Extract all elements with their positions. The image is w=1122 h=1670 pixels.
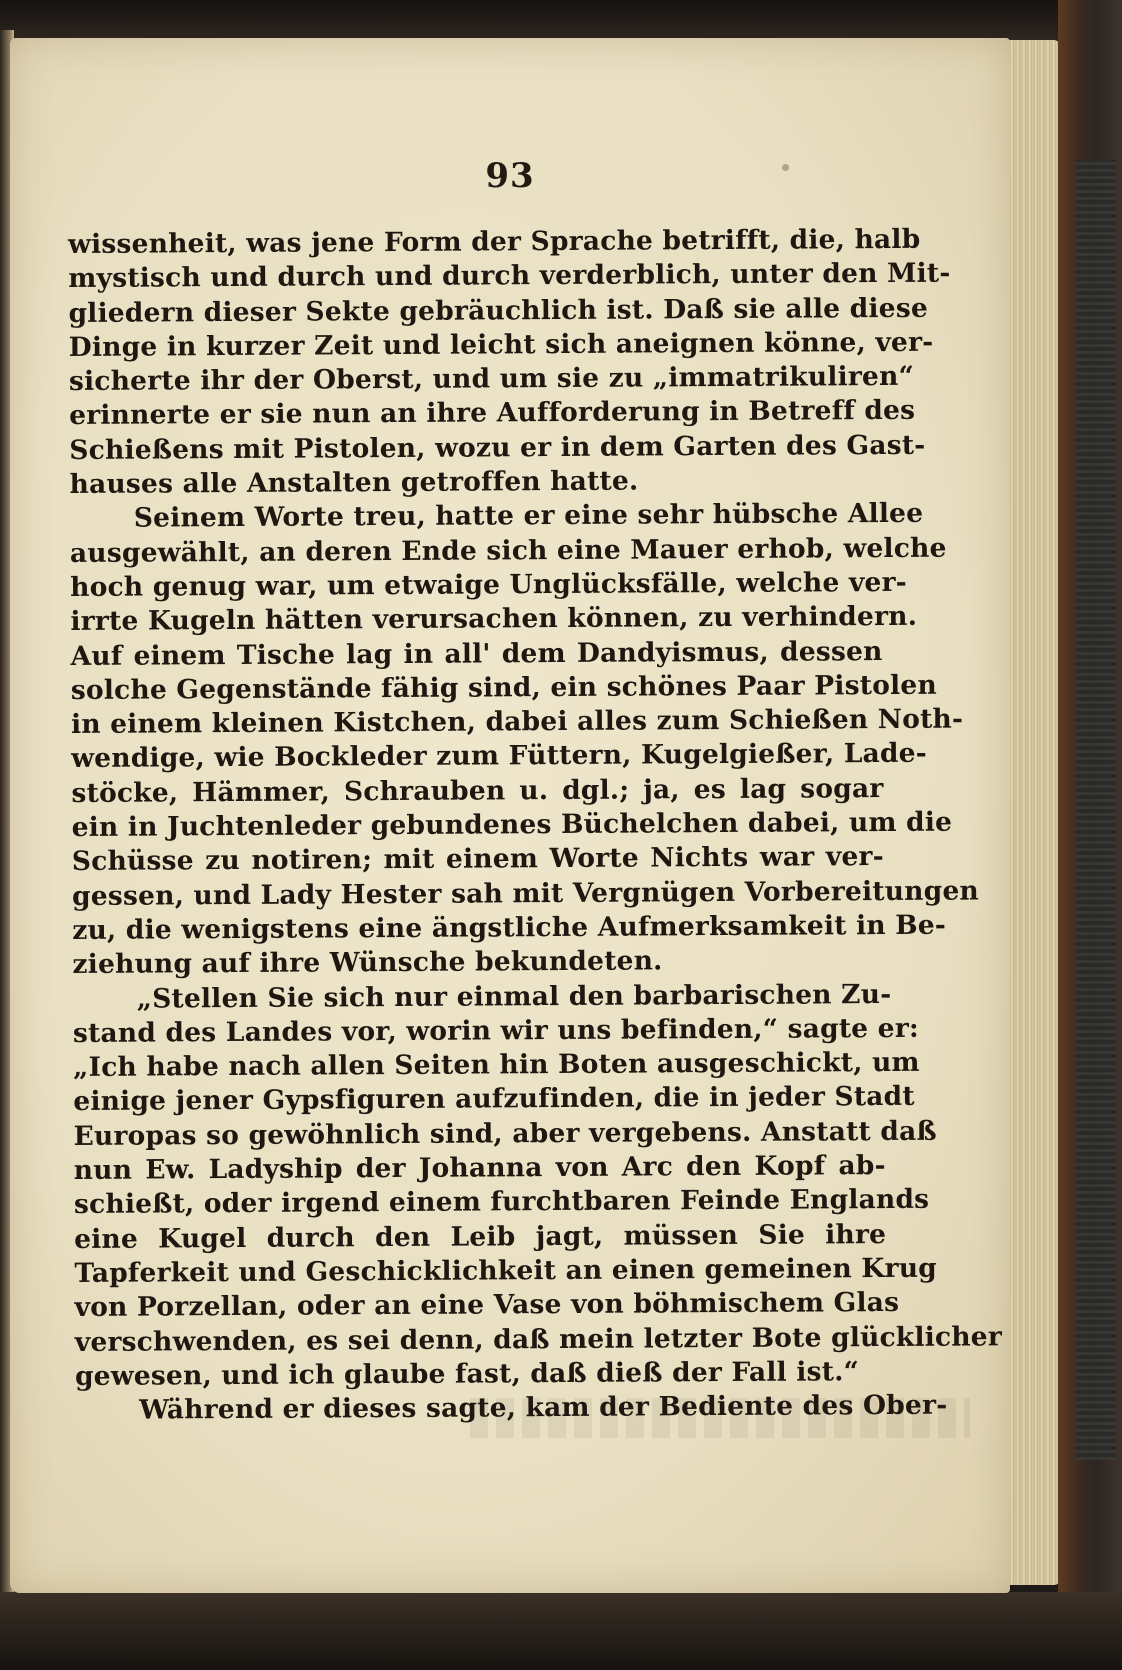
text-line: „Ich habe nach allen Seiten hin Boten ausgeschickt, um [73, 1046, 920, 1084]
text-line: in einem kleinen Kistchen, dabei alles zum Schießen Noth- [70, 703, 964, 741]
book-cover-right [1058, 0, 1122, 1670]
text-line: Tapferkeit und Geschicklichkeit an einen gemeinen Krug [74, 1252, 938, 1289]
text-line: stand des Landes vor, worin wir uns befinden,“ sagte er: [72, 1012, 920, 1049]
text-line: eine Kugel durch den Leib jagt, müssen Sie ihre [74, 1218, 887, 1255]
text-line: schießt, oder irgend einem furchtbaren Feinde Englands [73, 1184, 930, 1221]
text-line: Auf einem Tische lag in all' dem Dandyismus, dessen [70, 635, 883, 672]
book-page [10, 38, 1010, 1593]
text-line: ausgewählt, an deren Ende sich eine Mauer erhob, welche [69, 532, 947, 569]
text-line: von Porzellan, oder an eine Vase von böhmischem Glas [74, 1287, 900, 1324]
text-line: sicherte ihr der Oberst, und um sie zu „immatrikuliren“ [68, 361, 915, 398]
text-line: zu, die wenigstens eine ängstliche Aufmerksamkeit in Be- [72, 909, 947, 946]
text-line: hauses alle Anstalten getroffen hatte. [69, 465, 639, 501]
text-line: „Stellen Sie sich nur einmal den barbarischen Zu- [136, 978, 892, 1015]
text-line: Schüsse zu notiren; mit einem Worte Nichts war ver- [71, 841, 884, 878]
text-line: gliedern dieser Sekte gebräuchlich ist. Daß sie alle diese [68, 292, 929, 329]
text-line: nun Ew. Ladyship der Johanna von Arc den Kopf ab- [73, 1150, 886, 1186]
text-line: ziehung auf ihre Wünsche bekundeten. [72, 945, 663, 981]
text-line: gewesen, und ich glaube fast, daß dieß der Fall ist.“ [74, 1355, 860, 1392]
text-line: Während er dieses sagte, kam der Bediente des Ober- [139, 1389, 948, 1426]
text-line: einige jener Gypsfiguren aufzufinden, die in jeder Stadt [73, 1081, 915, 1118]
text-line: hoch genug war, um etwaige Unglücksfälle, welche ver- [70, 566, 908, 603]
text-line: mystisch und durch und durch verderblich, unter den Mit- [68, 257, 951, 295]
book-cover-bottom [0, 1592, 1122, 1670]
text-line: Dinge in kurzer Zeit und leicht sich aneignen könne, ver- [68, 326, 934, 363]
text-line: solche Gegenstände fähig sind, ein schönes Paar Pistolen [70, 669, 937, 706]
text-line: irrte Kugeln hätten verursachen können, zu verhindern. [70, 601, 918, 638]
text-line: gessen, und Lady Hester sah mit Vergnügen Vorbereitungen [71, 875, 980, 912]
body-text [68, 223, 1003, 1428]
text-line: stöcke, Hämmer, Schrauben u. dgl.; ja, es lag sogar [71, 772, 884, 809]
text-line: wendige, wie Bockleder zum Füttern, Kugelgießer, Lade- [71, 738, 928, 775]
text-line: erinnerte er sie nun an ihre Aufforderung in Betreff des [69, 395, 916, 432]
text-line: ein in Juchtenleder gebundenes Büchelchen dabei, um die [71, 806, 953, 844]
text-line: Europas so gewöhnlich sind, aber vergebens. Anstatt daß [73, 1115, 937, 1152]
text-line: Schießens mit Pistolen, wozu er in dem Garten des Gast- [69, 429, 926, 466]
page-number: 93 [485, 156, 535, 196]
book-cover-top [0, 0, 1122, 40]
text-line: verschwenden, es sei denn, daß mein letzter Bote glücklicher [74, 1320, 1003, 1358]
text-line: Seinem Worte treu, hatte er eine sehr hübsche Allee [133, 498, 924, 534]
ink-speck [782, 164, 789, 171]
text-line: wissenheit, was jene Form der Sprache betrifft, die, halb [68, 223, 921, 260]
